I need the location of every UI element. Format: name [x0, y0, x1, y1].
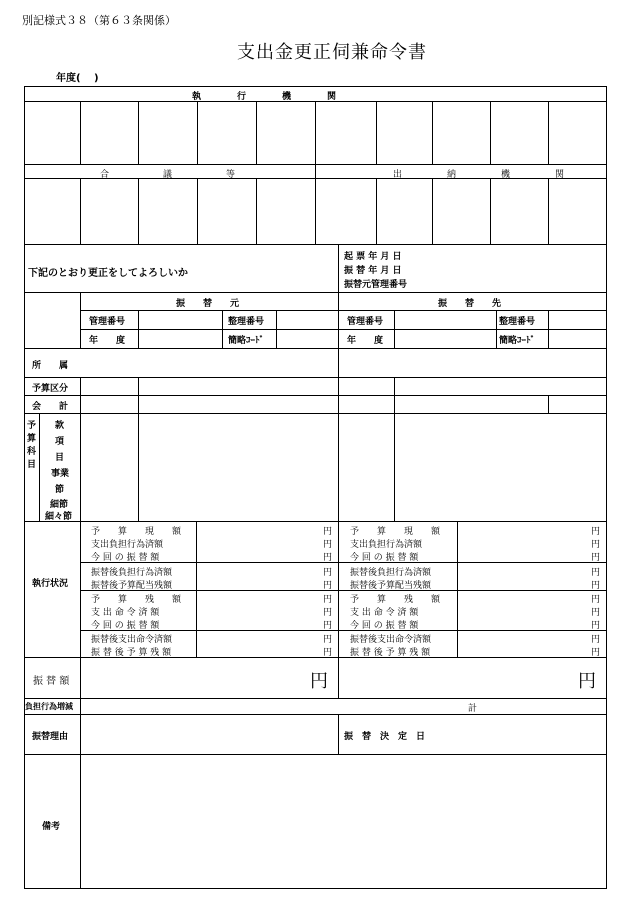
budget-item-char-1: 予: [27, 421, 37, 431]
remarks-label: 備考: [42, 822, 61, 832]
dest-ref-no: 整理番号: [499, 317, 536, 327]
yen-left-7: 円: [323, 608, 333, 618]
total-label: 計: [468, 704, 478, 714]
exec-right-line-7: 支 出 命 令 済 額: [350, 608, 419, 618]
account-label: 会 計: [32, 402, 69, 412]
yen-right-1: 円: [591, 527, 601, 537]
transfer-source-header: 振 替 元: [176, 299, 240, 309]
form-number: 別記様式３８（第６３条関係）: [22, 14, 176, 27]
budget-item-char-2: 算: [27, 434, 37, 444]
affiliation-label: 所 属: [32, 361, 69, 371]
budget-item-char-4: 目: [27, 460, 37, 470]
exec-left-line-5: 振替後予算配当残額: [91, 581, 173, 591]
transfer-amount-label: 振 替 額: [33, 676, 70, 687]
sub-item-saisetsu: 細節: [50, 500, 69, 510]
exec-left-line-1: 予 算 現 額: [91, 527, 182, 537]
yen-left-2: 円: [323, 540, 333, 550]
treasury-header: 出 納 機 関: [393, 170, 565, 180]
sub-item-kou: 項: [55, 437, 65, 447]
budget-item-char-3: 科: [27, 447, 37, 457]
exec-left-line-7: 支 出 命 令 済 額: [91, 608, 160, 618]
yen-right-8: 円: [591, 621, 601, 631]
exec-right-line-1: 予 算 現 額: [350, 527, 441, 537]
dest-mgmt-no: 管理番号: [347, 317, 384, 327]
yen-left-1: 円: [323, 527, 333, 537]
sub-item-saisaisetsu: 細々節: [45, 512, 73, 522]
fiscal-year-label: 年度( ): [56, 73, 99, 84]
execution-status-label: 執行状況: [32, 579, 69, 589]
yen-left-8: 円: [323, 621, 333, 631]
exec-left-line-10: 振 替 後 予 算 残 額: [91, 648, 172, 658]
transfer-date-label: 振 替 年 月 日: [344, 266, 402, 276]
yen-right-6: 円: [591, 595, 601, 605]
exec-right-line-6: 予 算 残 額: [350, 595, 441, 605]
exec-right-line-2: 支出負担行為済額: [350, 540, 423, 550]
exec-left-line-2: 支出負担行為済額: [91, 540, 164, 550]
source-mgmt-no: 管理番号: [89, 317, 126, 327]
exec-left-line-3: 今 回 の 振 替 額: [91, 553, 160, 563]
yen-left-10: 円: [323, 648, 333, 658]
exec-left-line-8: 今 回 の 振 替 額: [91, 621, 160, 631]
exec-right-line-9: 振替後支出命令済額: [350, 635, 432, 645]
yen-right-4: 円: [591, 568, 601, 578]
yen-right-9: 円: [591, 635, 601, 645]
exec-right-line-4: 振替後負担行為済額: [350, 568, 432, 578]
yen-right-2: 円: [591, 540, 601, 550]
yen-left-9: 円: [323, 635, 333, 645]
transfer-destination-header: 振 替 先: [438, 299, 502, 309]
sub-item-kan: 款: [55, 421, 65, 431]
yen-left-5: 円: [323, 581, 333, 591]
executing-agency-header: 執 行 機 関: [192, 92, 337, 102]
draft-date-label: 起 票 年 月 日: [344, 252, 402, 262]
yen-left-6: 円: [323, 595, 333, 605]
transfer-amount-yen-right: 円: [578, 671, 596, 692]
yen-right-3: 円: [591, 553, 601, 563]
exec-right-line-10: 振 替 後 予 算 残 額: [350, 648, 431, 658]
budget-category-label: 予算区分: [32, 384, 69, 394]
yen-left-4: 円: [323, 568, 333, 578]
source-short-code: 簡略ｺｰﾄﾞ: [228, 336, 265, 346]
exec-left-line-9: 振替後支出命令済額: [91, 635, 173, 645]
dest-year: 年 度: [347, 336, 384, 346]
source-year: 年 度: [89, 336, 126, 346]
sub-item-jigyou: 事業: [51, 469, 70, 479]
yen-right-10: 円: [591, 648, 601, 658]
dest-short-code: 簡略ｺｰﾄﾞ: [499, 336, 536, 346]
sub-item-setsu: 節: [55, 485, 65, 495]
source-ref-no: 整理番号: [228, 317, 265, 327]
request-text: 下記のとおり更正をしてよろしいか: [28, 268, 188, 279]
liability-change-label: 負担行為増減: [25, 702, 73, 711]
exec-right-line-8: 今 回 の 振 替 額: [350, 621, 419, 631]
page-title: 支出金更正伺兼命令書: [237, 42, 427, 63]
exec-left-line-6: 予 算 残 額: [91, 595, 182, 605]
exec-right-line-3: 今 回 の 振 替 額: [350, 553, 419, 563]
transfer-reason-label: 振替理由: [32, 732, 69, 742]
yen-left-3: 円: [323, 553, 333, 563]
council-header: 合 議 等: [100, 170, 236, 180]
exec-right-line-5: 振替後予算配当残額: [350, 581, 432, 591]
sub-item-moku: 目: [55, 453, 65, 463]
yen-right-7: 円: [591, 608, 601, 618]
yen-right-5: 円: [591, 581, 601, 591]
source-mgmt-no-label: 振替元管理番号: [344, 280, 408, 290]
exec-left-line-4: 振替後負担行為済額: [91, 568, 173, 578]
decision-date-label: 振 替 決 定 日: [344, 732, 426, 742]
transfer-amount-yen-left: 円: [310, 671, 328, 692]
